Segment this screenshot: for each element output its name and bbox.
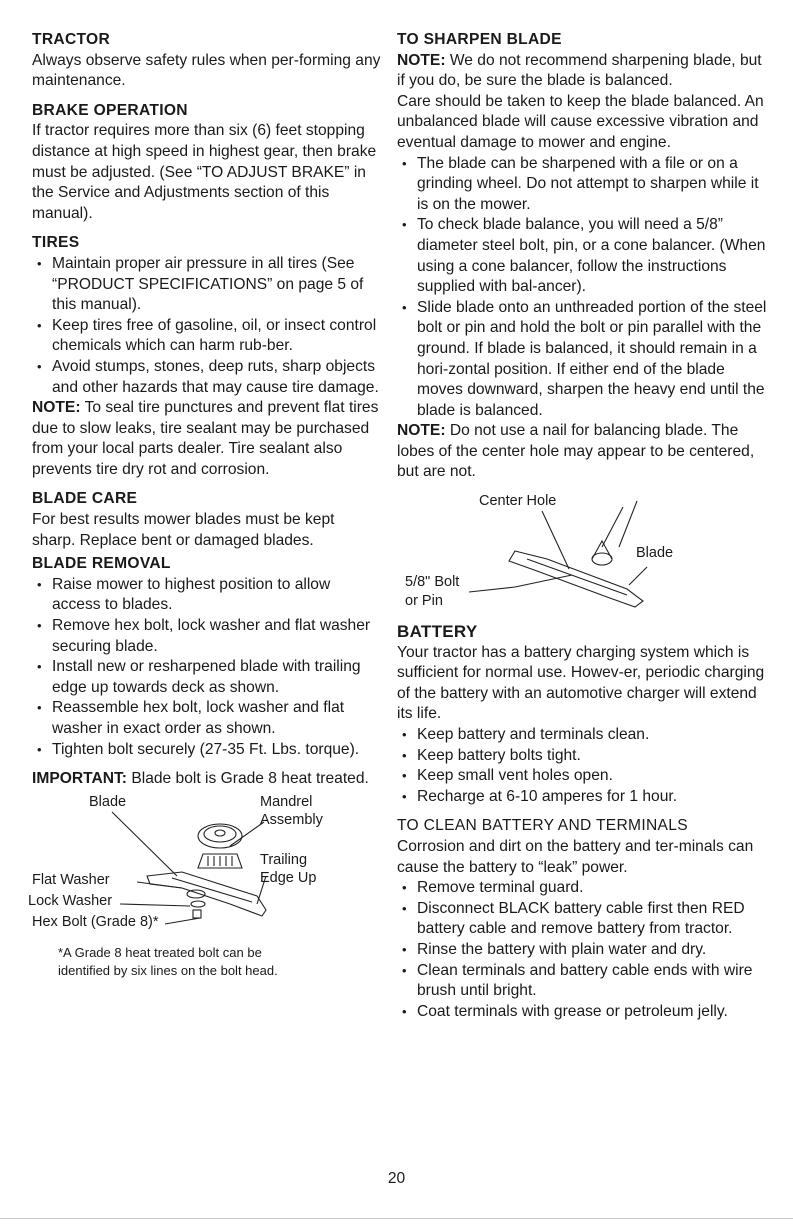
list-item: • Install new or resharpened blade with trailing edge up towards deck as shown. [32, 657, 382, 698]
list-item: • Raise mower to highest position to allow access to blades. [32, 575, 382, 616]
tires-heading: TIRES [32, 234, 80, 252]
clean-battery-heading: TO CLEAN BATTERY AND TERMINALS [397, 817, 688, 835]
list-item: • Clean terminals and battery cable ends with wire brush until bright. [397, 961, 767, 1002]
sharpen-section [397, 30, 767, 483]
list-item: • Slide blade onto an unthreaded portion of the steel bolt or pin and hold the bolt or pin parallel with the ground. If blade is balanced, it should remain in a hori-zontal position. If either end of the blade moves downward, sharpen the heavy end until the blade is balanced. [397, 298, 767, 422]
tires-section [32, 233, 382, 480]
blade-balance-diagram [397, 489, 767, 614]
list-item: • To check blade balance, you will need a 5/8” diameter steel bolt, pin, or a cone balancer. (When using a cone balancer, follow the instructions supplied with bal-ancer). [397, 215, 767, 297]
clean-battery-section [397, 816, 767, 1022]
clean-battery-list [397, 878, 767, 1022]
label-trailing: Trailing [260, 851, 308, 868]
clean-battery-text: Corrosion and dirt on the battery and ter-minals can cause the battery to “leak” power. [397, 838, 754, 876]
blade-removal-section [32, 554, 382, 790]
tractor-text: Always observe safety rules when per-forming any maintenance. [32, 51, 381, 90]
battery-list [397, 725, 767, 807]
important-text: Blade bolt is Grade 8 heat treated. [127, 770, 369, 788]
blade-removal-heading: BLADE REMOVAL [32, 555, 171, 573]
sharpen-list [397, 154, 767, 422]
right-column [397, 30, 767, 1022]
list-item: • Remove hex bolt, lock washer and flat washer securing blade. [32, 616, 382, 657]
list-item: • Avoid stumps, stones, deep ruts, sharp objects and other hazards that may cause tire damage. [32, 357, 382, 398]
sharpen-heading: TO SHARPEN BLADE [397, 31, 562, 48]
figure-note-line2: identified by six lines on the bolt head. [58, 962, 278, 978]
list-item: • Keep tires free of gasoline, oil, or insect control chemicals which can harm rub-ber. [32, 316, 382, 357]
note-text: Do not use a nail for balancing blade. The lobes of the center hole may appear to be centered, but are not. [397, 422, 755, 481]
list-item: • Remove terminal guard. [397, 878, 767, 899]
label-center-hole: Center Hole [479, 493, 557, 510]
sharpen-note-2 [397, 421, 767, 483]
sharpen-text: Care should be taken to keep the blade balanced. An unbalanced blade will cause excessive vibration and eventual damage to mower and engine. [397, 92, 764, 151]
blade-removal-list [32, 575, 382, 760]
label-blade: Blade [636, 545, 674, 562]
sharpen-note [397, 51, 767, 92]
list-item: • Reassemble hex bolt, lock washer and flat washer in exact order as shown. [32, 698, 382, 739]
battery-text: Your tractor has a battery charging system which is sufficient for normal use. Howev-er, periodic charging of the battery with an automotive charger will extend its life. [397, 643, 765, 723]
tires-list [32, 254, 382, 398]
list-item: • Keep battery bolts tight. [397, 746, 767, 767]
blade-balance-illustration [397, 489, 767, 614]
bottom-rule [0, 1218, 793, 1219]
list-item: • Coat terminals with grease or petroleum jelly. [397, 1002, 767, 1023]
brake-text: If tractor requires more than six (6) feet stopping distance at high speed in highest gear, then brake must be adjusted. (See “TO ADJUST BRAKE” in the Service and Adjustments section of this manual). [32, 122, 377, 222]
blade-care-heading: BLADE CARE [32, 490, 138, 508]
label-lock-washer: Lock Washer [28, 892, 113, 909]
battery-heading: BATTERY [397, 622, 478, 642]
label-mandrel: Mandrel [260, 793, 313, 810]
tractor-heading: TRACTOR [32, 31, 111, 48]
blade-care-section [32, 489, 382, 551]
blade-assembly-diagram [28, 793, 382, 1004]
tractor-section [32, 30, 382, 92]
label-flat-washer: Flat Washer [32, 871, 110, 888]
important-label: IMPORTANT: [32, 770, 127, 788]
battery-section [397, 622, 767, 807]
list-item: • Rinse the battery with plain water and dry. [397, 940, 767, 961]
blade-care-text: For best results mower blades must be kept sharp. Replace bent or damaged blades. [32, 511, 335, 549]
note-text: We do not recommend sharpening blade, but if you do, be sure the blade is balanced. [397, 51, 762, 90]
list-item: • Recharge at 6-10 amperes for 1 hour. [397, 787, 767, 808]
label-bolt: 5/8" Bolt [405, 574, 460, 591]
brake-section [32, 101, 382, 225]
note-label: NOTE: [397, 422, 446, 440]
label-edge-up: Edge Up [260, 869, 317, 886]
list-item: • The blade can be sharpened with a file or on a grinding wheel. Do not attempt to sharpen while it is on the mower. [397, 154, 767, 216]
list-item: • Disconnect BLACK battery cable first then RED battery cable and remove battery from tractor. [397, 899, 767, 940]
figure-note-line1: *A Grade 8 heat treated bolt can be [58, 944, 262, 960]
brake-heading: BRAKE OPERATION [32, 101, 188, 119]
tires-note [32, 398, 382, 480]
blade-assembly-illustration [32, 794, 382, 934]
label-assembly: Assembly [260, 811, 323, 828]
note-label: NOTE: [32, 399, 81, 417]
label-hex-bolt: Hex Bolt (Grade 8)* [32, 913, 159, 930]
note-text: To seal tire punctures and prevent flat tires due to slow leaks, tire sealant may be purchased from your local parts dealer. Tire sealant also prevents tire dry rot and corrosion. [32, 399, 379, 478]
list-item: • Keep battery and terminals clean. [397, 725, 767, 746]
important-note [32, 769, 382, 790]
page-number: 20 [387, 1170, 406, 1187]
list-item: • Tighten bolt securely (27-35 Ft. Lbs. torque). [32, 740, 382, 761]
label-or-pin: or Pin [405, 593, 443, 610]
list-item: • Maintain proper air pressure in all tires (See “PRODUCT SPECIFICATIONS” on page 5 of this manual). [32, 254, 382, 316]
note-label: NOTE: [397, 51, 446, 69]
list-item: • Keep small vent holes open. [397, 766, 767, 787]
label-blade: Blade [89, 793, 127, 810]
left-column [28, 30, 382, 1004]
